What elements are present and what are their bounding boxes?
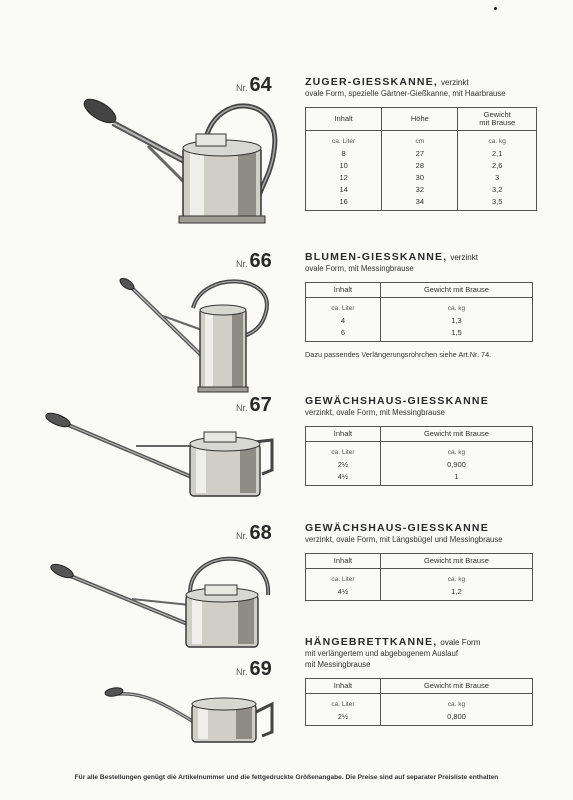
product-description: ovale Form, mit Messingbrause bbox=[305, 264, 414, 273]
product-64 bbox=[305, 76, 541, 211]
product-67 bbox=[305, 395, 541, 486]
watering-can-67-illustration bbox=[44, 408, 282, 503]
units-row: ca. Liter ca. kg bbox=[306, 298, 533, 315]
watering-can-66-illustration bbox=[118, 278, 278, 400]
print-speck bbox=[494, 7, 497, 10]
column-header: Inhalt bbox=[306, 108, 382, 131]
table-row: 2½ 0,900 bbox=[306, 458, 533, 470]
table-row: 4 1,3 bbox=[306, 314, 533, 326]
watering-can-69-illustration bbox=[104, 682, 276, 748]
column-header: Inhalt bbox=[306, 427, 381, 442]
table-row: 10 28 2,6 bbox=[306, 159, 537, 171]
product-title: ZUGER-GIESSKANNE, verzinkt bbox=[305, 76, 469, 88]
product-title: GEWÄCHSHAUS-GIESSKANNE bbox=[305, 395, 489, 407]
article-number-68: Nr. 68 bbox=[236, 522, 272, 544]
table-row: 12 30 3 bbox=[306, 171, 537, 183]
column-header: Höhe bbox=[382, 108, 458, 131]
product-description: ovale Form, spezielle Gärtner-Gießkanne, mit Haarbrause bbox=[305, 89, 506, 98]
table-row: 6 1,5 bbox=[306, 326, 533, 342]
units-row: ca. Liter ca. kg bbox=[306, 694, 533, 711]
column-header: Inhalt bbox=[306, 283, 381, 298]
units-row: ca. Liter ca. kg bbox=[306, 569, 533, 586]
table-row: 16 34 3,5 bbox=[306, 195, 537, 211]
product-title: BLUMEN-GIESSKANNE, verzinkt bbox=[305, 251, 478, 263]
column-header: Inhalt bbox=[306, 554, 381, 569]
table-row: 8 27 2,1 bbox=[306, 147, 537, 159]
table-row: 2½ 0,800 bbox=[306, 710, 533, 726]
watering-can-64-illustration bbox=[78, 96, 288, 231]
product-66 bbox=[305, 251, 541, 359]
order-footer-note: Für alle Bestellungen genügt die Artikelnummer und die fettgedruckte Größenangabe. Die Preise sind auf separater Preisliste enthalten bbox=[74, 774, 499, 781]
article-number-67: Nr. 67 bbox=[236, 394, 272, 416]
spec-table bbox=[305, 553, 533, 601]
table-row: 4½ 1 bbox=[306, 470, 533, 486]
article-number-64: Nr. 64 bbox=[236, 74, 272, 96]
product-description: mit verlängertem und abgebogenem Auslauf bbox=[305, 649, 459, 658]
spec-table bbox=[305, 107, 537, 211]
column-header: Gewicht mit Brause bbox=[380, 427, 532, 442]
spec-table bbox=[305, 426, 533, 486]
watering-can-68-illustration bbox=[50, 555, 278, 653]
column-header: Gewicht mit Brause bbox=[380, 283, 532, 298]
product-68 bbox=[305, 522, 541, 601]
article-number-69: Nr. 69 bbox=[236, 658, 272, 680]
column-header: Gewicht mit Brause bbox=[380, 554, 532, 569]
table-row: 4½ 1,2 bbox=[306, 585, 533, 601]
product-69 bbox=[305, 636, 541, 726]
article-number-66: Nr. 66 bbox=[236, 250, 272, 272]
units-row: ca. Liter ca. kg bbox=[306, 442, 533, 459]
spec-table bbox=[305, 282, 533, 342]
units-row: ca. Liter cm ca. kg bbox=[306, 131, 537, 148]
accessory-note: Dazu passendes Verlängerungsrohrchen siehe Art.Nr. 74. bbox=[305, 350, 492, 359]
column-header: Gewicht mit Brause bbox=[458, 108, 537, 131]
column-header: Inhalt bbox=[306, 679, 381, 694]
spec-table bbox=[305, 678, 533, 726]
table-row: 14 32 3,2 bbox=[306, 183, 537, 195]
product-description: mit Messingbrause bbox=[305, 660, 371, 669]
product-title: HÄNGEBRETTKANNE, ovale Form bbox=[305, 636, 481, 648]
product-description: verzinkt, ovale Form, mit Messingbrause bbox=[305, 408, 445, 417]
product-description: verzinkt, ovale Form, mit Längsbügel und Messingbrause bbox=[305, 535, 503, 544]
product-title: GEWÄCHSHAUS-GIESSKANNE bbox=[305, 522, 489, 534]
column-header: Gewicht mit Brause bbox=[380, 679, 532, 694]
